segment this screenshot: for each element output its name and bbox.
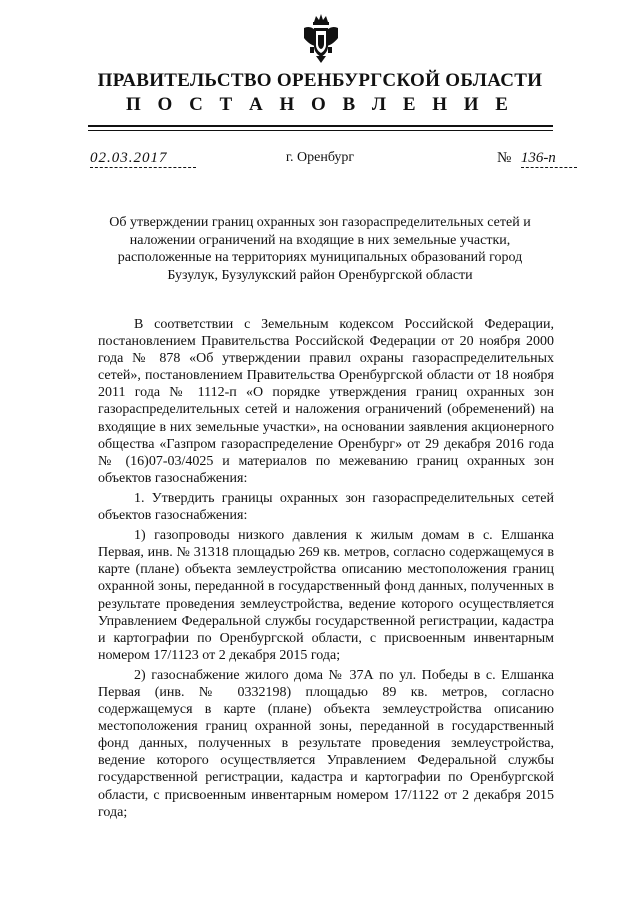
header-divider-thin — [88, 130, 553, 131]
document-city: г. Оренбург — [285, 150, 355, 165]
number-value: 136-п — [521, 150, 577, 168]
coat-of-arms-icon — [302, 14, 340, 64]
document-type: П О С Т А Н О В Л Е Н И Е — [126, 94, 514, 115]
document-body — [98, 316, 554, 824]
body-paragraph: 2) газоснабжение жилого дома № 37А по ул. Победы в с. Елшанка Первая (инв. № 0332198) площадью 89 кв. метров, согласно содержащемуся в карте (плане) объекта землеустройства описанию местоположения границ охранной зоны, переданной в государственный фонд данных, полученных в результате проведения землеустройства, ведение которого осуществляется Управлением Федеральной службы государственной регистрации, кадастра и картографии по Оренбургской области, с присвоенным инвентарным номером 17/1122 от 2 декабря 2015 года; — [98, 667, 554, 820]
document-date: 02.03.2017 — [90, 150, 196, 168]
header-divider-thick — [88, 125, 553, 127]
body-paragraph: В соответствии с Земельным кодексом Российской Федерации, постановлением Правительства Российской Федерации от 20 ноября 2000 года № 878 «Об утверждении правил охраны газораспределительных сетей», постановлением Правительства Оренбургской области от 18 ноября 2011 года № 1112-п «О порядке утверждения границ охранных зон газораспределительных сетей и наложения ограничений (обременений) на входящие в них земельные участки», на основании заявления акционерного общества «Газпром газораспределение Оренбург» от 29 декабря 2016 года № (16)07-03/4025 и материалов по межеванию границ охранных зон объектов газоснабжения: — [98, 317, 554, 486]
body-paragraph: 1) газопроводы низкого давления к жилым домам в с. Елшанка Первая, инв. № 31318 площадью 269 кв. метров, согласно содержащемуся в карте (плане) объекта землеустройства описанию местоположения границ охранной зоны, переданной в государственный фонд данных, полученных в результате проведения землеустройства, ведение которого осуществляется Управлением Федеральной службы государственной регистрации, кадастра и картографии по Оренбургской области, с присвоенным инвентарным номером 17/1123 от 2 декабря 2015 года; — [98, 528, 554, 663]
body-paragraph: 1. Утвердить границы охранных зон газораспределительных сетей объектов газоснабжения: — [98, 490, 554, 524]
government-title: ПРАВИТЕЛЬСТВО ОРЕНБУРГСКОЙ ОБЛАСТИ — [97, 70, 543, 91]
document-number — [497, 150, 577, 168]
document-subject: Об утверждении границ охранных зон газораспределительных сетей и наложении ограничений на входящие в них земельные участки, расположенные на территориях муниципальных образований город Бузулук, Бузулукский район Оренбургской области — [109, 215, 531, 283]
number-sign: № — [497, 150, 512, 166]
